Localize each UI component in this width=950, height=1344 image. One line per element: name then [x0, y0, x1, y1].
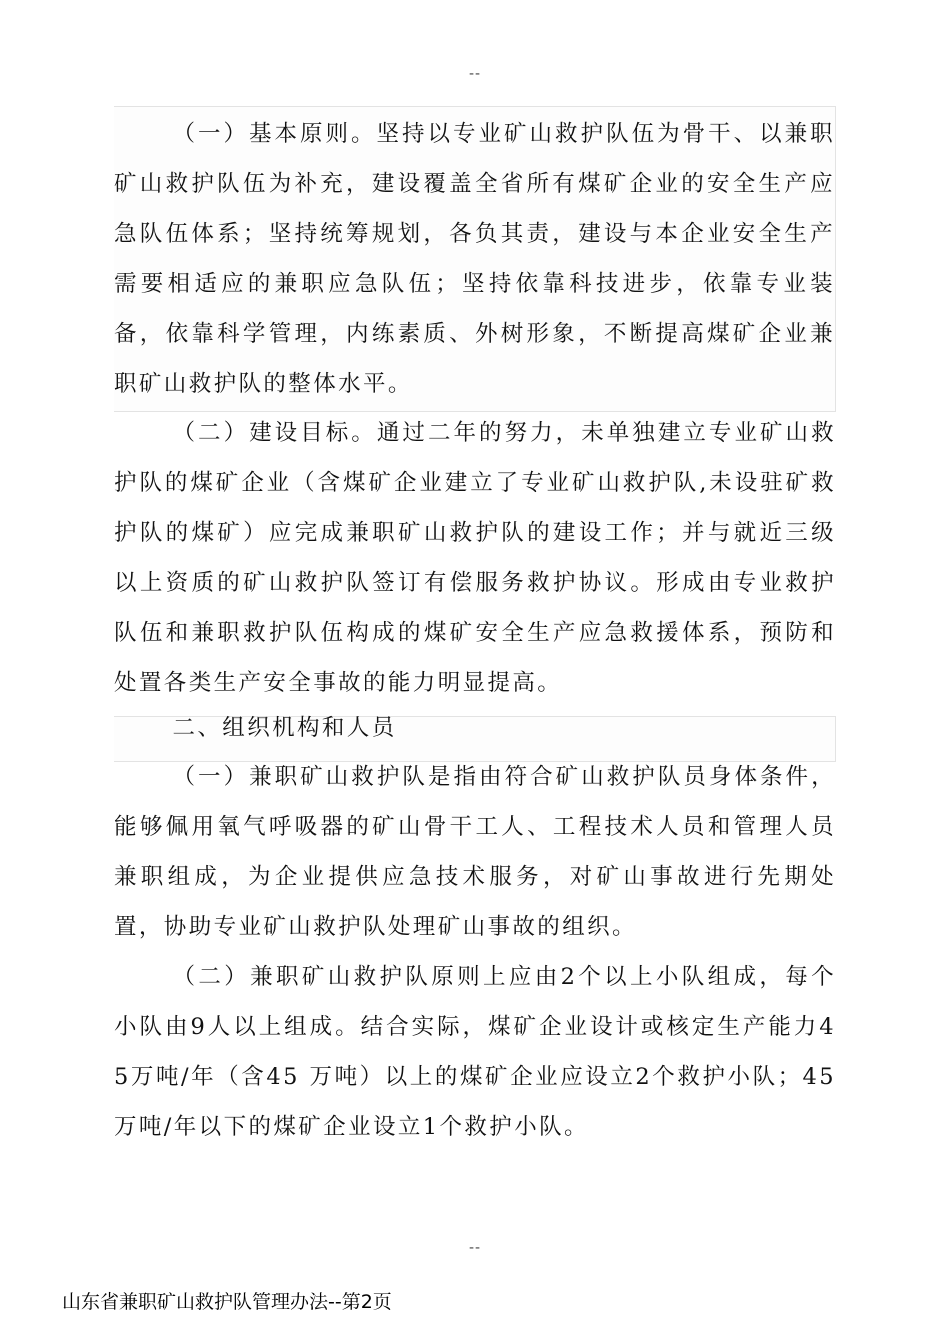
paragraph-basic-principles — [114, 106, 836, 412]
paragraph-text: （二）兼职矿山救护队原则上应由2个以上小队组成，每个小队由9人以上组成。结合实际，煤矿企业设计或核定生产能力45万吨/年（含45 万吨）以上的煤矿企业应设立2个救护小队；45万吨/年以下的煤矿企业设立1个救护小队。 — [114, 964, 836, 1140]
paragraph-text: （一）兼职矿山救护队是指由符合矿山救护队员身体条件，能够佩用氧气呼吸器的矿山骨干工人、工程技术人员和管理人员兼职组成，为企业提供应急技术服务，对矿山事故进行先期处置，协助专业矿山救护队处理矿山事故的组织。 — [114, 764, 836, 940]
page-bottom-mark: -- — [468, 1240, 482, 1256]
page-footer: 山东省兼职矿山救护队管理办法--第2页 — [62, 1291, 392, 1313]
paragraph-construction-goals — [114, 408, 836, 708]
page-top-mark: -- — [468, 66, 482, 82]
paragraph-text: （一）基本原则。坚持以专业矿山救护队伍为骨干、以兼职矿山救护队伍为补充，建设覆盖全省所有煤矿企业的安全生产应急队伍体系；坚持统筹规划，各负其责，建设与本企业安全生产需要相适应的兼职应急队伍；坚持依靠科技进步，依靠专业装备，依靠科学管理，内练素质、外树形象，不断提高煤矿企业兼职矿山救护队的整体水平。 — [114, 121, 835, 397]
paragraph-team-composition — [114, 952, 836, 1152]
paragraph-team-definition — [114, 752, 836, 952]
paragraph-text: （二）建设目标。通过二年的努力，未单独建立专业矿山救护队的煤矿企业（含煤矿企业建立了专业矿山救护队,未设驻矿救护队的煤矿）应完成兼职矿山救护队的建设工作；并与就近三级以上资质的矿山救护队签订有偿服务救护协议。形成由专业救护队伍和兼职救护队伍构成的煤矿安全生产应急救援体系，预防和处置各类生产安全事故的能力明显提高。 — [114, 420, 836, 696]
heading-text: 二、组织机构和人员 — [172, 715, 397, 741]
